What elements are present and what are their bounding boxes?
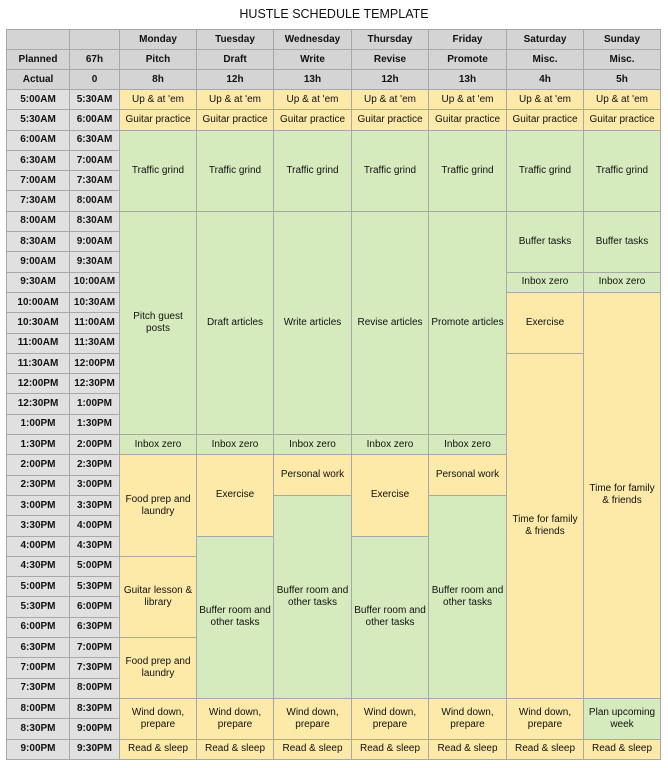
actual-total: 0	[70, 70, 120, 90]
activity-block[interactable]: Inbox zero	[274, 435, 352, 455]
actual-hours: 13h	[429, 70, 507, 90]
page-title: HUSTLE SCHEDULE TEMPLATE	[239, 7, 429, 21]
slot-start-time: 1:00PM	[7, 414, 70, 434]
slot-end-time: 5:30PM	[70, 577, 120, 597]
slot-start-time: 8:00AM	[7, 211, 70, 231]
day-header: Sunday	[584, 30, 661, 50]
activity-block[interactable]: Up & at 'em	[507, 90, 584, 110]
day-header: Friday	[429, 30, 507, 50]
activity-block[interactable]: Traffic grind	[352, 130, 429, 211]
planned-total: 67h	[70, 50, 120, 70]
activity-block[interactable]: Personal work	[429, 455, 507, 496]
slot-start-time: 12:00PM	[7, 374, 70, 394]
planned-category: Misc.	[584, 50, 661, 70]
time-slot-row	[7, 110, 661, 130]
slot-end-time: 5:30AM	[70, 90, 120, 110]
activity-block[interactable]: Personal work	[274, 455, 352, 496]
actual-hours: 12h	[352, 70, 429, 90]
activity-block[interactable]: Inbox zero	[507, 272, 584, 292]
planned-category: Misc.	[507, 50, 584, 70]
slot-start-time: 6:30AM	[7, 150, 70, 170]
activity-block[interactable]: Up & at 'em	[274, 90, 352, 110]
actual-hours: 4h	[507, 70, 584, 90]
activity-block[interactable]: Food prep and laundry	[120, 638, 197, 699]
slot-end-time: 7:30AM	[70, 171, 120, 191]
activity-block[interactable]: Buffer room and other tasks	[429, 495, 507, 698]
time-slot-row	[7, 739, 661, 759]
slot-end-time: 11:30AM	[70, 333, 120, 353]
activity-block[interactable]: Read & sleep	[120, 739, 197, 759]
activity-block[interactable]: Guitar practice	[584, 110, 661, 130]
blank-cell	[7, 30, 70, 50]
slot-start-time: 9:00AM	[7, 252, 70, 272]
slot-end-time: 6:00PM	[70, 597, 120, 617]
slot-end-time: 6:30PM	[70, 617, 120, 637]
activity-block[interactable]: Buffer room and other tasks	[274, 495, 352, 698]
activity-block[interactable]: Traffic grind	[274, 130, 352, 211]
slot-start-time: 2:30PM	[7, 475, 70, 495]
time-slot-row	[7, 698, 661, 718]
activity-block[interactable]: Draft articles	[197, 211, 274, 434]
activity-block[interactable]: Wind down, prepare	[507, 698, 584, 739]
activity-block[interactable]: Up & at 'em	[120, 90, 197, 110]
slot-start-time: 4:00PM	[7, 536, 70, 556]
day-header: Saturday	[507, 30, 584, 50]
slot-start-time: 2:00PM	[7, 455, 70, 475]
slot-end-time: 11:00AM	[70, 313, 120, 333]
activity-block[interactable]: Buffer room and other tasks	[352, 536, 429, 698]
day-header: Wednesday	[274, 30, 352, 50]
actual-hours: 5h	[584, 70, 661, 90]
activity-block[interactable]: Inbox zero	[429, 435, 507, 455]
slot-start-time: 7:00AM	[7, 171, 70, 191]
activity-block[interactable]: Pitch guest posts	[120, 211, 197, 434]
slot-end-time: 9:00AM	[70, 232, 120, 252]
activity-block[interactable]: Read & sleep	[197, 739, 274, 759]
slot-start-time: 6:00AM	[7, 130, 70, 150]
activity-block[interactable]: Guitar practice	[429, 110, 507, 130]
schedule-table	[6, 29, 661, 760]
slot-start-time: 3:00PM	[7, 495, 70, 515]
activity-block[interactable]: Buffer room and other tasks	[197, 536, 274, 698]
activity-block[interactable]: Up & at 'em	[429, 90, 507, 110]
day-header: Thursday	[352, 30, 429, 50]
slot-start-time: 5:00PM	[7, 577, 70, 597]
activity-block[interactable]: Read & sleep	[352, 739, 429, 759]
slot-end-time: 9:30AM	[70, 252, 120, 272]
slot-end-time: 9:00PM	[70, 719, 120, 739]
activity-block[interactable]: Inbox zero	[584, 272, 661, 292]
slot-end-time: 2:30PM	[70, 455, 120, 475]
actual-hours: 8h	[120, 70, 197, 90]
planned-row	[7, 50, 661, 70]
activity-block[interactable]: Food prep and laundry	[120, 455, 197, 556]
slot-start-time: 5:30AM	[7, 110, 70, 130]
activity-block[interactable]: Wind down, prepare	[352, 698, 429, 739]
slot-end-time: 12:30PM	[70, 374, 120, 394]
planned-category: Pitch	[120, 50, 197, 70]
activity-block[interactable]: Read & sleep	[507, 739, 584, 759]
planned-category: Revise	[352, 50, 429, 70]
actual-hours: 13h	[274, 70, 352, 90]
time-slot-row	[7, 130, 661, 150]
slot-end-time: 12:00PM	[70, 353, 120, 373]
actual-row	[7, 70, 661, 90]
slot-end-time: 7:30PM	[70, 658, 120, 678]
activity-block[interactable]: Guitar practice	[507, 110, 584, 130]
day-header: Tuesday	[197, 30, 274, 50]
activity-block[interactable]: Promote articles	[429, 211, 507, 434]
slot-end-time: 3:00PM	[70, 475, 120, 495]
activity-block[interactable]: Time for family & friends	[584, 292, 661, 698]
slot-end-time: 4:30PM	[70, 536, 120, 556]
slot-start-time: 9:30AM	[7, 272, 70, 292]
planned-category: Write	[274, 50, 352, 70]
actual-label: Actual	[7, 70, 70, 90]
activity-block[interactable]: Wind down, prepare	[120, 698, 197, 739]
activity-block[interactable]: Inbox zero	[197, 435, 274, 455]
slot-start-time: 4:30PM	[7, 556, 70, 576]
slot-end-time: 10:00AM	[70, 272, 120, 292]
activity-block[interactable]: Wind down, prepare	[197, 698, 274, 739]
slot-start-time: 7:30PM	[7, 678, 70, 698]
slot-start-time: 10:00AM	[7, 292, 70, 312]
activity-block[interactable]: Exercise	[352, 455, 429, 536]
slot-start-time: 12:30PM	[7, 394, 70, 414]
activity-block[interactable]: Up & at 'em	[352, 90, 429, 110]
slot-start-time: 5:00AM	[7, 90, 70, 110]
day-header-row	[7, 30, 661, 50]
activity-block[interactable]: Read & sleep	[429, 739, 507, 759]
slot-end-time: 2:00PM	[70, 435, 120, 455]
activity-block[interactable]: Guitar practice	[352, 110, 429, 130]
activity-block[interactable]: Wind down, prepare	[429, 698, 507, 739]
slot-end-time: 4:00PM	[70, 516, 120, 536]
slot-end-time: 9:30PM	[70, 739, 120, 759]
activity-block[interactable]: Buffer tasks	[584, 211, 661, 272]
slot-end-time: 8:00AM	[70, 191, 120, 211]
slot-start-time: 11:00AM	[7, 333, 70, 353]
slot-end-time: 7:00AM	[70, 150, 120, 170]
slot-end-time: 10:30AM	[70, 292, 120, 312]
actual-hours: 12h	[197, 70, 274, 90]
slot-end-time: 8:30AM	[70, 211, 120, 231]
slot-start-time: 1:30PM	[7, 435, 70, 455]
activity-block[interactable]: Traffic grind	[429, 130, 507, 211]
activity-block[interactable]: Exercise	[507, 292, 584, 353]
day-header: Monday	[120, 30, 197, 50]
activity-block[interactable]: Inbox zero	[352, 435, 429, 455]
activity-block[interactable]: Revise articles	[352, 211, 429, 434]
activity-block[interactable]: Guitar lesson & library	[120, 556, 197, 637]
slot-start-time: 8:00PM	[7, 698, 70, 718]
activity-block[interactable]: Guitar practice	[197, 110, 274, 130]
activity-block[interactable]: Up & at 'em	[584, 90, 661, 110]
slot-end-time: 6:00AM	[70, 110, 120, 130]
slot-start-time: 7:30AM	[7, 191, 70, 211]
slot-start-time: 6:30PM	[7, 638, 70, 658]
slot-start-time: 8:30AM	[7, 232, 70, 252]
blank-cell	[70, 30, 120, 50]
activity-block[interactable]: Traffic grind	[584, 130, 661, 211]
slot-end-time: 6:30AM	[70, 130, 120, 150]
slot-end-time: 8:30PM	[70, 698, 120, 718]
activity-block[interactable]: Read & sleep	[584, 739, 661, 759]
slot-end-time: 8:00PM	[70, 678, 120, 698]
planned-label: Planned	[7, 50, 70, 70]
slot-end-time: 1:30PM	[70, 414, 120, 434]
planned-category: Draft	[197, 50, 274, 70]
activity-block[interactable]: Write articles	[274, 211, 352, 434]
activity-block[interactable]: Traffic grind	[197, 130, 274, 211]
slot-end-time: 7:00PM	[70, 638, 120, 658]
activity-block[interactable]: Plan upcoming week	[584, 698, 661, 739]
time-slot-row	[7, 211, 661, 231]
activity-block[interactable]: Inbox zero	[120, 435, 197, 455]
slot-end-time: 1:00PM	[70, 394, 120, 414]
slot-end-time: 3:30PM	[70, 495, 120, 515]
planned-category: Promote	[429, 50, 507, 70]
activity-block[interactable]: Traffic grind	[120, 130, 197, 211]
slot-start-time: 7:00PM	[7, 658, 70, 678]
slot-start-time: 3:30PM	[7, 516, 70, 536]
slot-start-time: 6:00PM	[7, 617, 70, 637]
slot-start-time: 10:30AM	[7, 313, 70, 333]
activity-block[interactable]: Buffer tasks	[507, 211, 584, 272]
slot-start-time: 5:30PM	[7, 597, 70, 617]
slot-end-time: 5:00PM	[70, 556, 120, 576]
activity-block[interactable]: Wind down, prepare	[274, 698, 352, 739]
activity-block[interactable]: Read & sleep	[274, 739, 352, 759]
activity-block[interactable]: Guitar practice	[274, 110, 352, 130]
activity-block[interactable]: Up & at 'em	[197, 90, 274, 110]
activity-block[interactable]: Traffic grind	[507, 130, 584, 211]
slot-start-time: 8:30PM	[7, 719, 70, 739]
slot-start-time: 11:30AM	[7, 353, 70, 373]
slot-start-time: 9:00PM	[7, 739, 70, 759]
time-slot-row	[7, 90, 661, 110]
activity-block[interactable]: Exercise	[197, 455, 274, 536]
activity-block[interactable]: Time for family & friends	[507, 353, 584, 698]
activity-block[interactable]: Guitar practice	[120, 110, 197, 130]
